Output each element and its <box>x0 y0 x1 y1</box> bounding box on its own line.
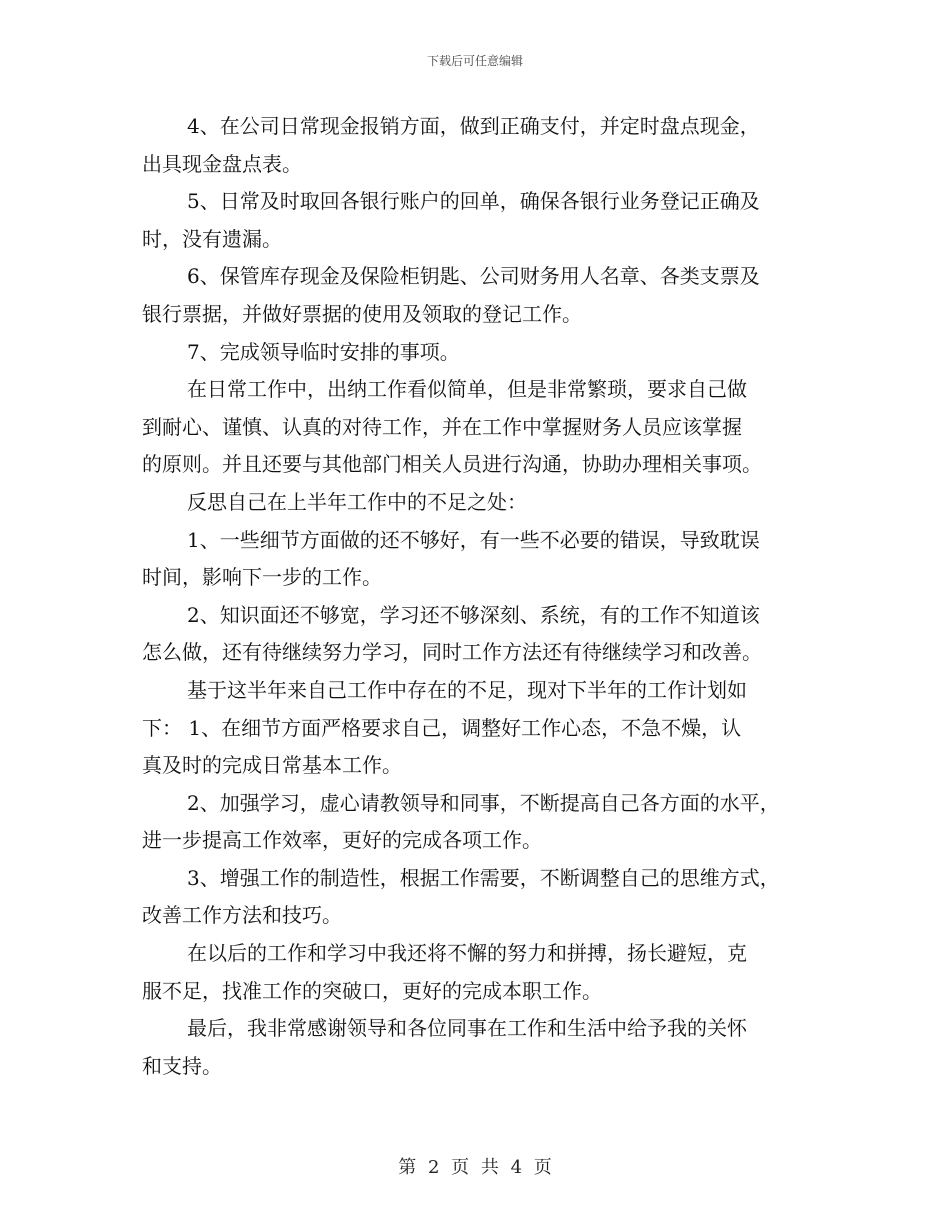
text-line: 6、保管库存现金及保险柜钥匙、公司财务用人名章、各类支票及 <box>187 264 760 289</box>
text-line: 反思自己在上半年工作中的不足之处： <box>187 489 527 514</box>
text-line: 1、一些细节方面做的还不够好，有一些不必要的错误，导致耽误 <box>187 527 760 552</box>
text-line: 下： 1、在细节方面严格要求自己，调整好工作心态，不急不燥，认 <box>142 715 742 740</box>
page-number-footer: 第 2 页 共 4 页 <box>398 1157 552 1178</box>
text-line: 基于这半年来自己工作中存在的不足，现对下半年的工作计划如 <box>187 677 747 702</box>
text-line: 在以后的工作和学习中我还将不懈的努力和拼搏，扬长避短，克 <box>187 941 747 966</box>
text-line: 和支持。 <box>142 1053 222 1078</box>
text-line: 2、加强学习，虚心请教领导和同事，不断提高自己各方面的水平， <box>187 790 780 815</box>
text-line: 真及时的完成日常基本工作。 <box>142 753 402 778</box>
text-line: 服不足，找准工作的突破口，更好的完成本职工作。 <box>142 978 602 1003</box>
text-line: 时，没有遗漏。 <box>142 226 282 251</box>
document-body <box>142 108 817 1085</box>
text-line: 改善工作方法和技巧。 <box>142 903 342 928</box>
page-header: 下载后可任意编辑 <box>426 54 523 68</box>
text-line: 怎么做，还有待继续努力学习，同时工作方法还有待继续学习和改善。 <box>142 640 762 665</box>
text-line: 出具现金盘点表。 <box>142 151 302 176</box>
text-line: 时间，影响下一步的工作。 <box>142 565 382 590</box>
text-line: 4、在公司日常现金报销方面，做到正确支付，并定时盘点现金， <box>187 114 760 138</box>
text-line: 银行票据，并做好票据的使用及领取的登记工作。 <box>142 301 582 326</box>
text-line: 到耐心、谨慎、认真的对待工作，并在工作中掌握财务人员应该掌握 <box>142 414 742 439</box>
text-line: 7、完成领导临时安排的事项。 <box>187 339 460 364</box>
text-line: 5、日常及时取回各银行账户的回单，确保各银行业务登记正确及 <box>187 189 760 214</box>
text-line: 2、知识面还不够宽，学习还不够深刻、系统，有的工作不知道该 <box>187 602 760 627</box>
text-line: 最后，我非常感谢领导和各位同事在工作和生活中给予我的关怀 <box>187 1016 747 1041</box>
text-line: 进一步提高工作效率，更好的完成各项工作。 <box>142 828 542 853</box>
text-line: 在日常工作中，出纳工作看似简单，但是非常繁琐，要求自己做 <box>187 377 747 402</box>
text-line: 的原则。并且还要与其他部门相关人员进行沟通，协助办理相关事项。 <box>142 452 762 477</box>
text-line: 3、增强工作的制造性，根据工作需要，不断调整自己的思维方式， <box>187 865 780 890</box>
